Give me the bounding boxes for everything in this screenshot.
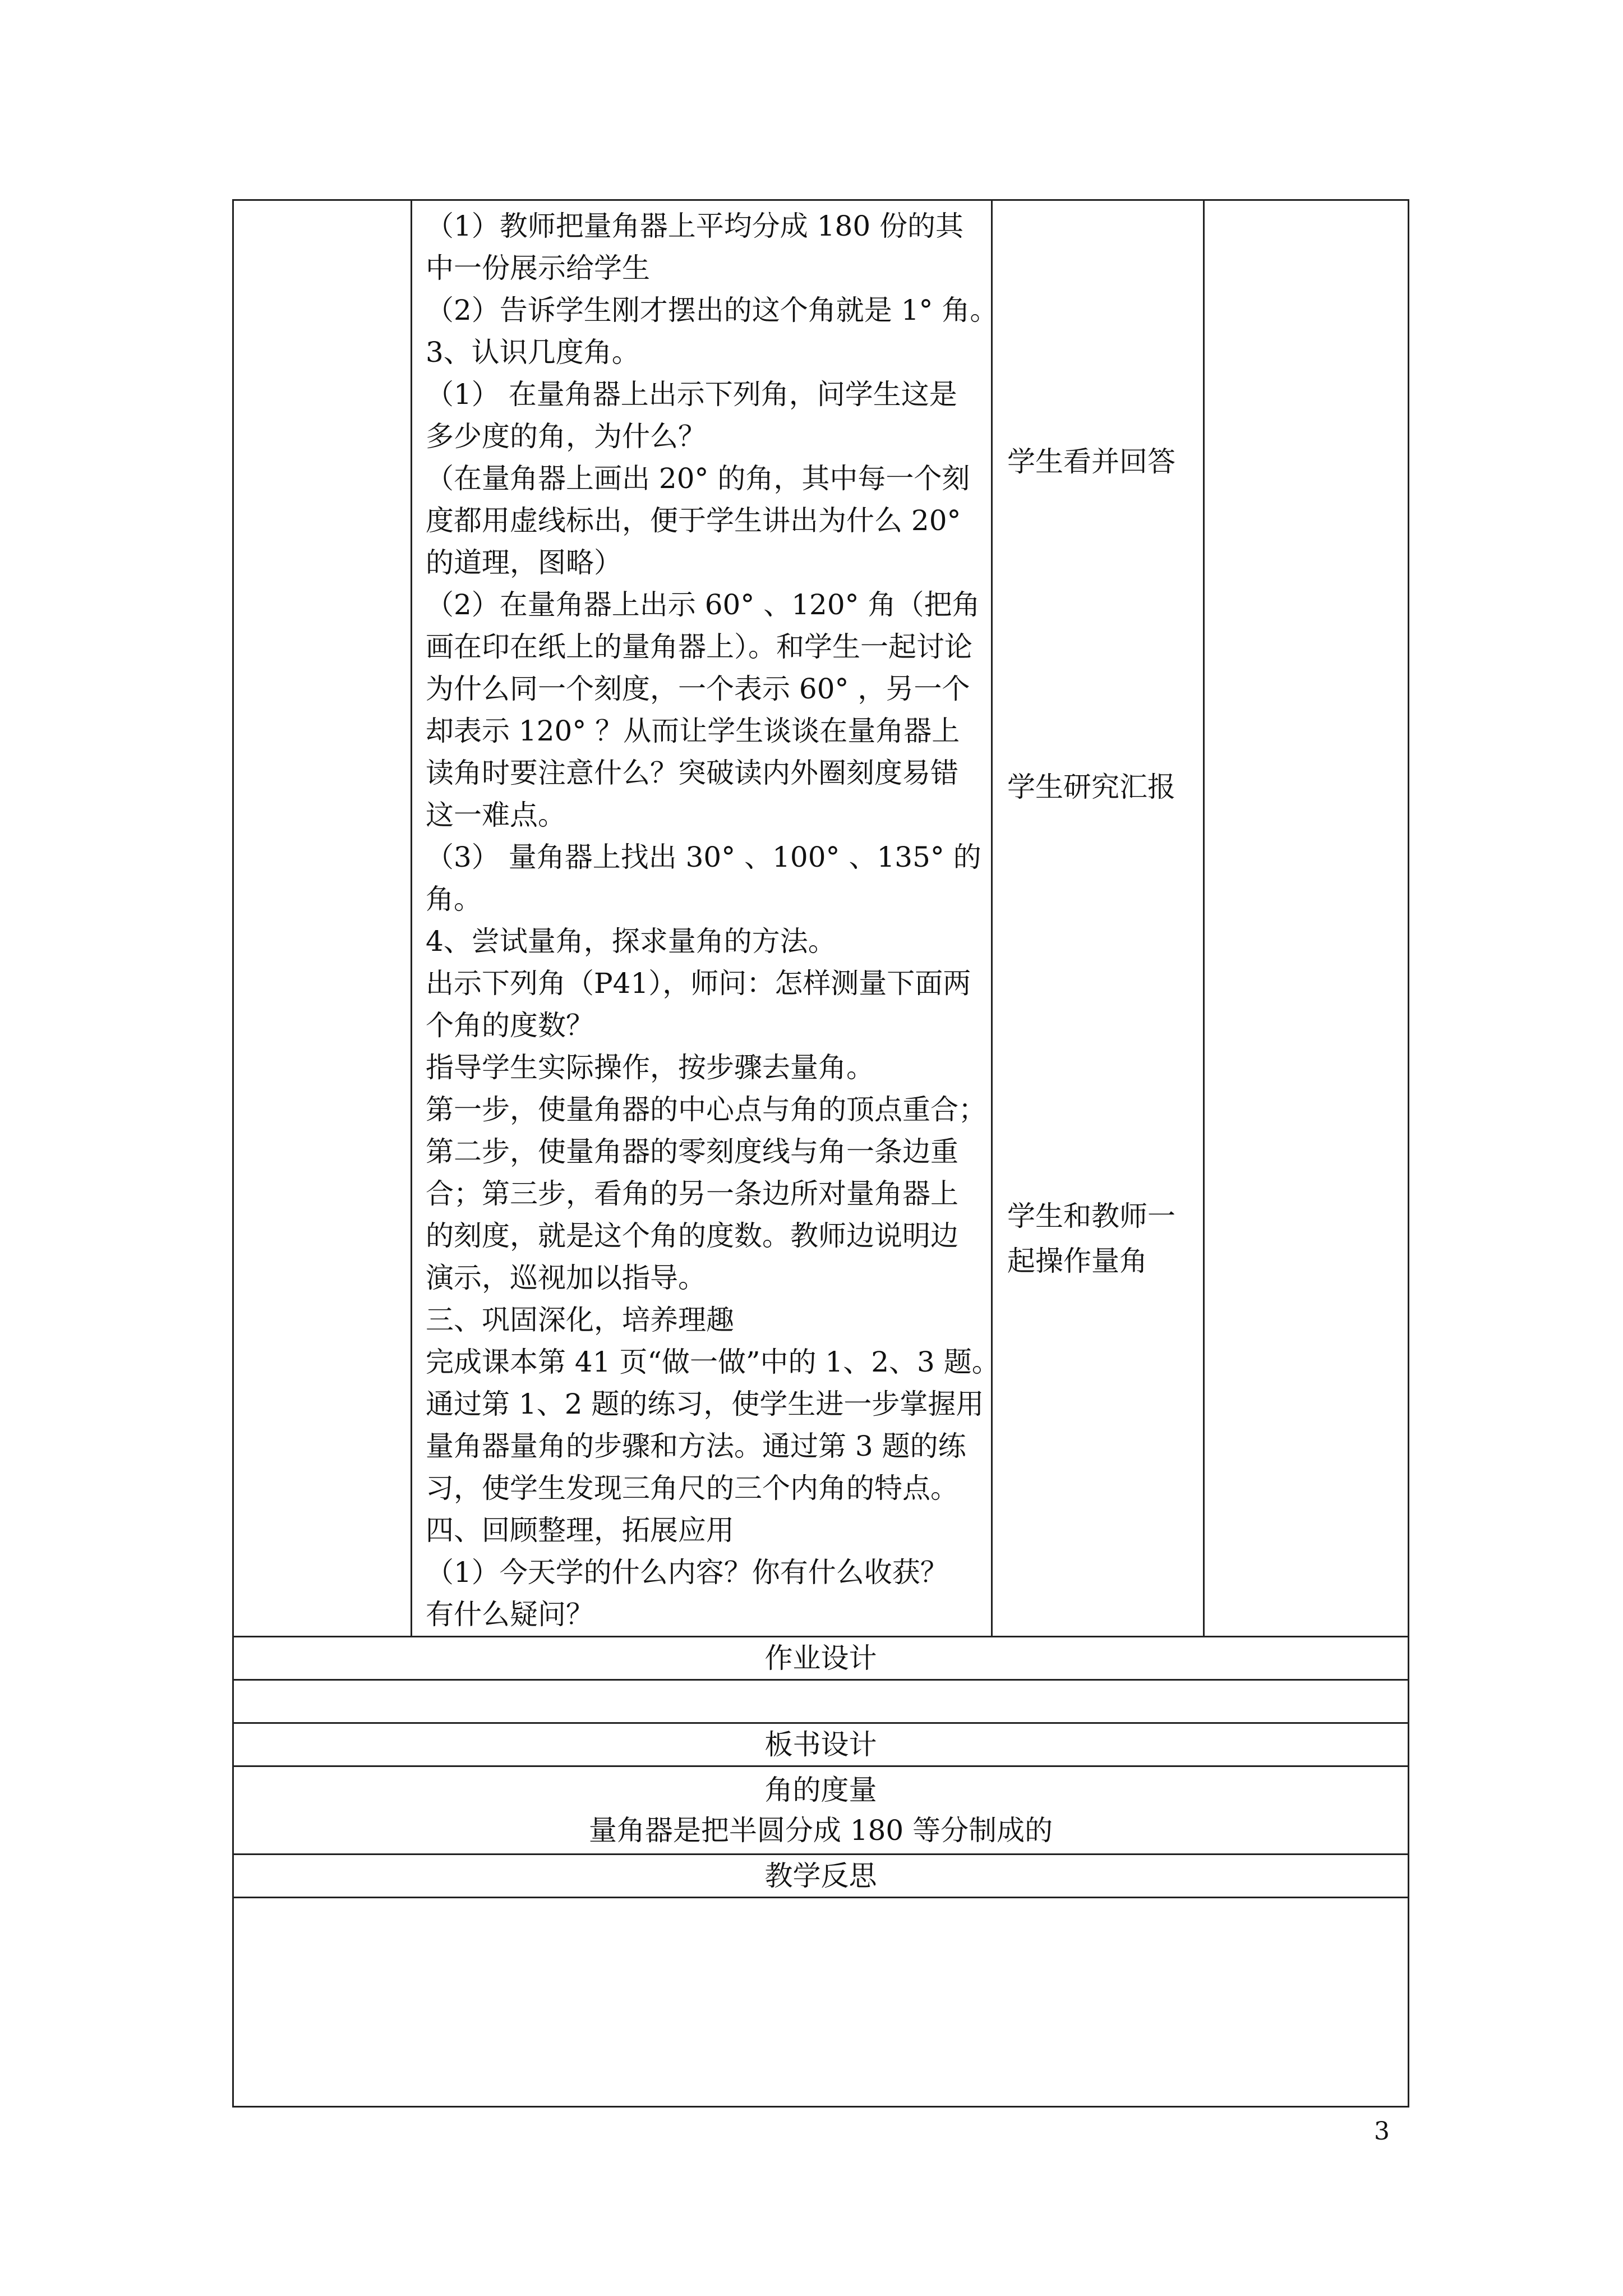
teaching-line: 合；第三步，看角的另一条边所对量角器上 [426, 1177, 958, 1210]
teaching-line: 演示，巡视加以指导。 [426, 1262, 706, 1294]
student-note-watch-answer: 学生看并回答 [1007, 445, 1175, 478]
teaching-line: 4、尝试量角，探求量角的方法。 [426, 925, 836, 958]
lesson-plan-table [232, 199, 1409, 2108]
teaching-line: 有什么疑问？ [426, 1598, 594, 1631]
student-note-operate-line1: 学生和教师一 [1007, 1200, 1175, 1232]
lesson-process-row [233, 200, 1409, 1637]
student-activity-cell [992, 200, 1204, 1637]
teaching-line: （1）教师把量角器上平均分成 180 份的其 [426, 210, 964, 242]
homework-content-row [233, 1680, 1409, 1723]
teaching-line: 读角时要注意什么？突破读内外圈刻度易错 [426, 757, 958, 789]
teaching-line: 这一难点。 [426, 799, 566, 831]
teaching-line: 度都用虚线标出，便于学生讲出为什么 20° [426, 504, 961, 537]
teaching-line: 为什么同一个刻度，一个表示 60° ，另一个 [426, 673, 970, 705]
homework-content [233, 1680, 1409, 1723]
teaching-line: 画在印在纸上的量角器上）。和学生一起讨论 [426, 631, 972, 663]
teaching-line: （3） 量角器上找出 30° 、100° 、135° 的 [426, 841, 981, 873]
teaching-line: 三、巩固深化，培养理趣 [426, 1304, 734, 1336]
homework-title: 作业设计 [233, 1637, 1409, 1680]
teaching-line: 多少度的角，为什么？ [426, 420, 706, 453]
board-line-2: 量角器是把半圆分成 180 等分制成的 [588, 1814, 1053, 1847]
left-blank-cell [233, 200, 412, 1637]
reflection-content [233, 1898, 1409, 2107]
reflection-title: 教学反思 [233, 1855, 1409, 1898]
board-line-1: 角的度量 [764, 1774, 877, 1806]
right-blank-cell [1204, 200, 1409, 1637]
board-content [233, 1766, 1409, 1855]
reflection-content-row [233, 1898, 1409, 2107]
teaching-line: 完成课本第 41 页“做一做”中的 1、2、3 题。 [426, 1346, 1000, 1378]
teaching-line: （1） 在量角器上出示下列角，问学生这是 [426, 378, 957, 411]
teaching-line: 第一步，使量角器的中心点与角的顶点重合； [426, 1093, 986, 1126]
board-content-row [233, 1766, 1409, 1855]
teaching-line: 却表示 120° ？从而让学生谈谈在量角器上 [426, 715, 960, 747]
teaching-line: 的道理，图略） [426, 546, 622, 579]
teaching-line: （2）在量角器上出示 60° 、120° 角（把角 [426, 588, 980, 621]
teaching-line: （1）今天学的什么内容？你有什么收获？ [426, 1556, 948, 1589]
student-note-research-report: 学生研究汇报 [1007, 771, 1175, 803]
reflection-title-row [233, 1855, 1409, 1898]
teaching-line: 中一份展示给学生 [426, 252, 650, 284]
teaching-line: 出示下列角（P41），师问：怎样测量下面两 [426, 967, 971, 1000]
board-title: 板书设计 [233, 1723, 1409, 1766]
board-title-row [233, 1723, 1409, 1766]
page-number: 3 [1374, 2117, 1390, 2146]
teaching-process-lines [426, 205, 1000, 1636]
teaching-line: 的刻度，就是这个角的度数。教师边说明边 [426, 1220, 958, 1252]
homework-title-row [233, 1637, 1409, 1680]
teaching-line: 习，使学生发现三角尺的三个内角的特点。 [426, 1472, 958, 1504]
teaching-line: 个角的度数？ [426, 1009, 594, 1042]
teaching-line: 通过第 1、2 题的练习，使学生进一步掌握用 [426, 1388, 984, 1420]
teaching-line: 四、回顾整理，拓展应用 [426, 1514, 734, 1547]
student-note-operate-line2: 起操作量角 [1007, 1245, 1147, 1277]
teaching-line: 第二步，使量角器的零刻度线与角一条边重 [426, 1135, 958, 1168]
teaching-line: （2）告诉学生刚才摆出的这个角就是 1° 角。 [426, 294, 998, 326]
teaching-line: 量角器量角的步骤和方法。通过第 3 题的练 [426, 1430, 966, 1462]
teaching-line: （在量角器上画出 20° 的角，其中每一个刻 [426, 462, 970, 495]
teaching-line: 角。 [426, 883, 482, 915]
teaching-process-cell [412, 200, 1000, 1637]
teaching-line: 指导学生实际操作，按步骤去量角。 [426, 1051, 874, 1084]
teaching-line: 3、认识几度角。 [426, 336, 640, 369]
